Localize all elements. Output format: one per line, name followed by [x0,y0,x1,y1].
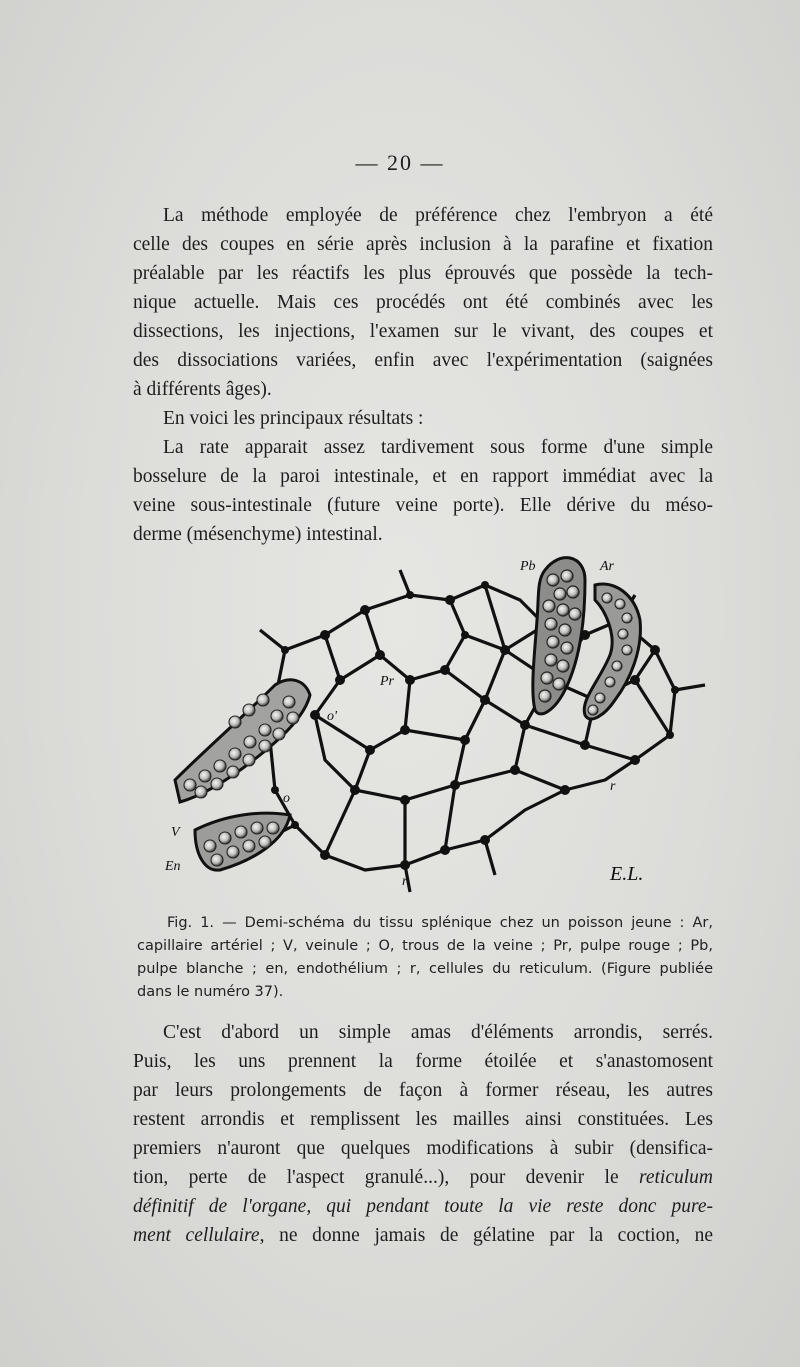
text-line: La rate apparait assez tardivement sous forme d'une simple [163,437,713,458]
text-line: C'est d'abord un simple amas d'éléments arrondis, serrés. [163,1022,713,1043]
text-line [133,1192,713,1221]
text-line: En voici les principaux résultats : [163,408,424,429]
label-en: En [165,859,181,874]
text-span: , ne donne jamais de gélatine par la coction, ne [259,1225,714,1246]
label-v: V [171,825,180,840]
text-line: préalable par les réactifs les plus éprouvés que possède la tech- [133,263,713,284]
text-line: dissections, les injections, l'examen sur le vivant, des coupes et [133,321,713,342]
text-line: premiers n'auront que quelques modifications à subir (densifica- [133,1138,713,1159]
text-line: veine sous-intestinale (future veine porte). Elle dérive du méso- [133,495,713,516]
italic-phrase: ment cellulaire [133,1225,260,1246]
paragraph [133,404,713,433]
label-r-upper: r [610,779,616,794]
paragraph [133,201,713,404]
text-line: celle des coupes en série après inclusion à la parafine et fixation [133,234,713,255]
label-o-prime: o' [327,709,337,724]
italic-term: reticulum [638,1167,713,1188]
text-line: à différents âges). [133,379,272,400]
label-pb: Pb [520,559,536,574]
text-span: tion, perte de l'aspect granulé...), pour devenir le [133,1167,619,1188]
figure-signature: E.L. [610,863,644,885]
spleen-tissue-figure [165,540,710,895]
caption-line: Fig. 1. — Demi-schéma du tissu splénique chez un poisson jeune : Ar, [167,915,713,931]
paragraph [133,433,713,549]
text-line: des dissociations variées, enfin avec l'expérimentation (saignées [133,350,713,371]
text-line [133,1221,713,1250]
caption-line: dans le numéro 37). [137,984,284,1000]
figure-caption [137,912,713,1004]
text-line: par leurs prolongements de façon à former réseau, les autres [133,1080,713,1101]
label-ar: Ar [600,559,614,574]
text-line: bosselure de la paroi intestinale, et en rapport immédiat avec la [133,466,713,487]
veinule [175,680,310,870]
caption-line: capillaire artériel ; V, veinule ; O, trous de la veine ; Pr, pulpe rouge ; Pb, [137,938,713,954]
text-line: nique actuelle. Mais ces procédés ont été combinés avec les [133,292,713,313]
arterial-capillary [584,584,640,719]
label-pr: Pr [380,674,394,689]
label-o: o [283,791,290,806]
body-text-bottom [133,1018,713,1250]
page-number: — 20 — [355,150,445,175]
text-line: restent arrondis et remplissent les mailles ainsi constituées. Les [133,1109,713,1130]
caption-line: pulpe blanche ; en, endothélium ; r, cellules du reticulum. (Figure publiée [137,961,713,977]
italic-phrase: définitif de l'organe, qui pendant toute la vie reste donc pure- [133,1196,713,1217]
label-r-lower: r [402,874,408,889]
text-line: derme (mésenchyme) intestinal. [133,524,383,545]
text-line [133,1163,713,1192]
text-line: Puis, les uns prennent la forme étoilée et s'anastomosent [133,1051,713,1072]
body-text-top [133,201,713,549]
text-line: La méthode employée de préférence chez l'embryon a été [163,205,713,226]
